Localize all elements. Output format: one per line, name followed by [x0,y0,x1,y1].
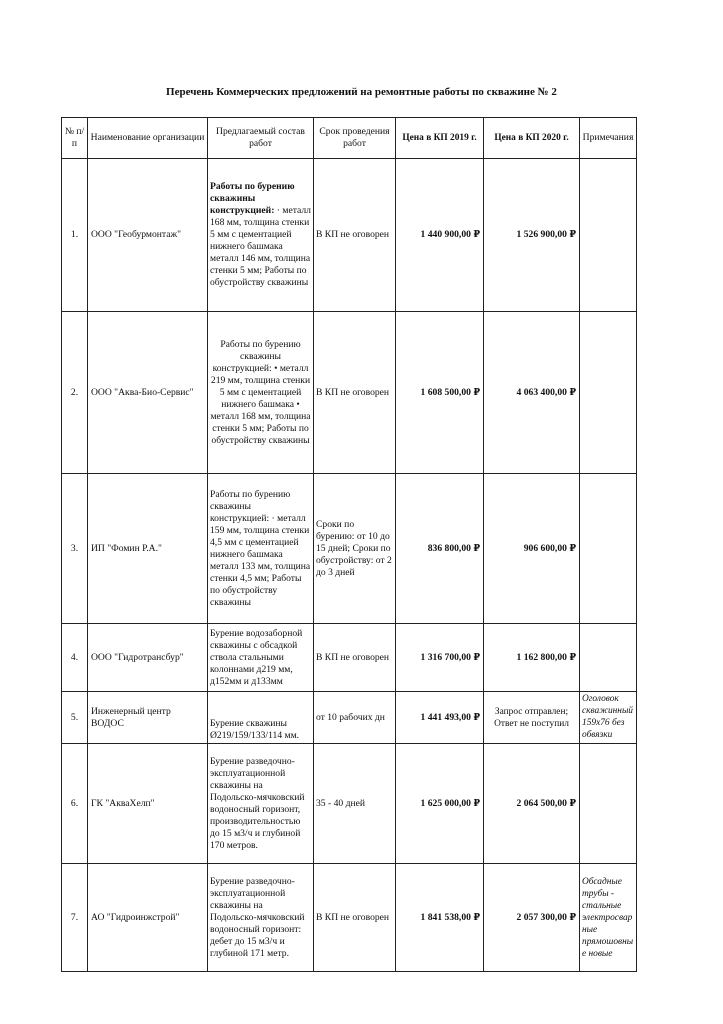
row-price-2020: 1 162 800,00 ₽ [484,624,580,692]
row-price-2020: 2 064 500,00 ₽ [484,744,580,864]
row-notes [580,744,637,864]
row-works: Работы по бурению скважины конструкцией: • металл 219 мм, толщина стенки 5 мм с цементацией нижнего башмака • металл 168 мм, толщина стенки 5 мм; Работы по обустройству скважины [208,312,314,474]
row-works: Работы по бурению скважины конструкцией: · металл 159 мм, толщина стенки 4,5 мм с цементацией нижнего башмака металл 133 мм, толщина стенки 4,5 мм; Работы по обустройству скважины [208,474,314,624]
table-row [62,474,637,624]
row-term: от 10 рабочих дн [314,692,396,744]
row-term: Сроки по бурению: от 10 до 15 дней; Сроки по обустройству: от 2 до 3 дней [314,474,396,624]
row-org: ГК "АкваХелп" [88,744,208,864]
row-notes [580,474,637,624]
row-org: АО "Гидроинжстрой" [88,864,208,972]
row-org: ООО "Гидротрансбур" [88,624,208,692]
table-row [62,864,637,972]
header-org: Наименование организации [88,118,208,159]
row-works: Бурение разведочно-эксплуатационной скважины на Подольско-мячковский водоносный горизонт: дебет до 15 м3/ч и глубиной 171 метр. [208,864,314,972]
row-org: ООО "Геобурмонтаж" [88,159,208,312]
row-num: 1. [62,159,88,312]
row-works-bold: Работы по бурению скважины конструкцией: [210,181,295,216]
table-row [62,624,637,692]
header-works: Предлагаемый состав работ [208,118,314,159]
row-num: 2. [62,312,88,474]
row-notes [580,624,637,692]
table-row [62,312,637,474]
row-works: Бурение скважины Ø219/159/133/114 мм. [208,692,314,744]
proposals-table [61,117,637,972]
row-price-2020: 4 063 400,00 ₽ [484,312,580,474]
header-price-2020: Цена в КП 2020 г. [484,118,580,159]
row-num: 5. [62,692,88,744]
row-notes [580,312,637,474]
row-price-2020: 2 057 300,00 ₽ [484,864,580,972]
header-term: Срок проведения работ [314,118,396,159]
document-title: Перечень Коммерческих предложений на ремонтные работы по скважине № 2 [166,86,557,98]
table-row [62,159,637,312]
header-notes: Примечания [580,118,637,159]
row-term: В КП не оговорен [314,312,396,474]
row-price-2019: 1 440 900,00 ₽ [396,159,484,312]
row-term: В КП не оговорен [314,624,396,692]
table-header-row [62,118,637,159]
row-org: Инженерный центр ВОДОС [88,692,208,744]
row-org: ИП "Фомин Р.А." [88,474,208,624]
row-works: Бурение разведочно-эксплуатационной скважины на Подольско-мячковский водоносный горизонт, производительностью до 15 м3/ч и глубиной 170 метров. [208,744,314,864]
row-price-2019: 1 625 000,00 ₽ [396,744,484,864]
row-works-text: · металл 168 мм, толщина стенки 5 мм с цементацией нижнего башмака металл 146 мм, толщина стенки 5 мм; Работы по обустройству скважины [210,205,311,288]
row-price-2019: 1 608 500,00 ₽ [396,312,484,474]
header-num: № п/п [62,118,88,159]
row-notes: Оголовок скважинный 159х76 без обвязки [580,692,637,744]
row-notes: Обсадные трубы - стальные электросварные прямошовные новые [580,864,637,972]
row-org: ООО "Аква-Био-Сервис" [88,312,208,474]
row-price-2019: 836 800,00 ₽ [396,474,484,624]
row-num: 4. [62,624,88,692]
row-price-2019: 1 841 538,00 ₽ [396,864,484,972]
row-works [208,159,314,312]
table-row [62,744,637,864]
row-price-2020-status: Запрос отправлен; Ответ не поступил [484,692,580,744]
header-price-2019: Цена в КП 2019 г. [396,118,484,159]
row-price-2019: 1 316 700,00 ₽ [396,624,484,692]
row-term: В КП не оговорен [314,159,396,312]
row-price-2019: 1 441 493,00 ₽ [396,692,484,744]
table-row [62,692,637,744]
row-term: В КП не оговорен [314,864,396,972]
row-works: Бурение водозаборной скважины с обсадкой ствола стальными колоннами д219 мм, д152мм и д133мм [208,624,314,692]
row-num: 7. [62,864,88,972]
row-price-2020: 1 526 900,00 ₽ [484,159,580,312]
row-notes [580,159,637,312]
row-num: 6. [62,744,88,864]
row-term: 35 - 40 дней [314,744,396,864]
row-num: 3. [62,474,88,624]
row-price-2020: 906 600,00 ₽ [484,474,580,624]
